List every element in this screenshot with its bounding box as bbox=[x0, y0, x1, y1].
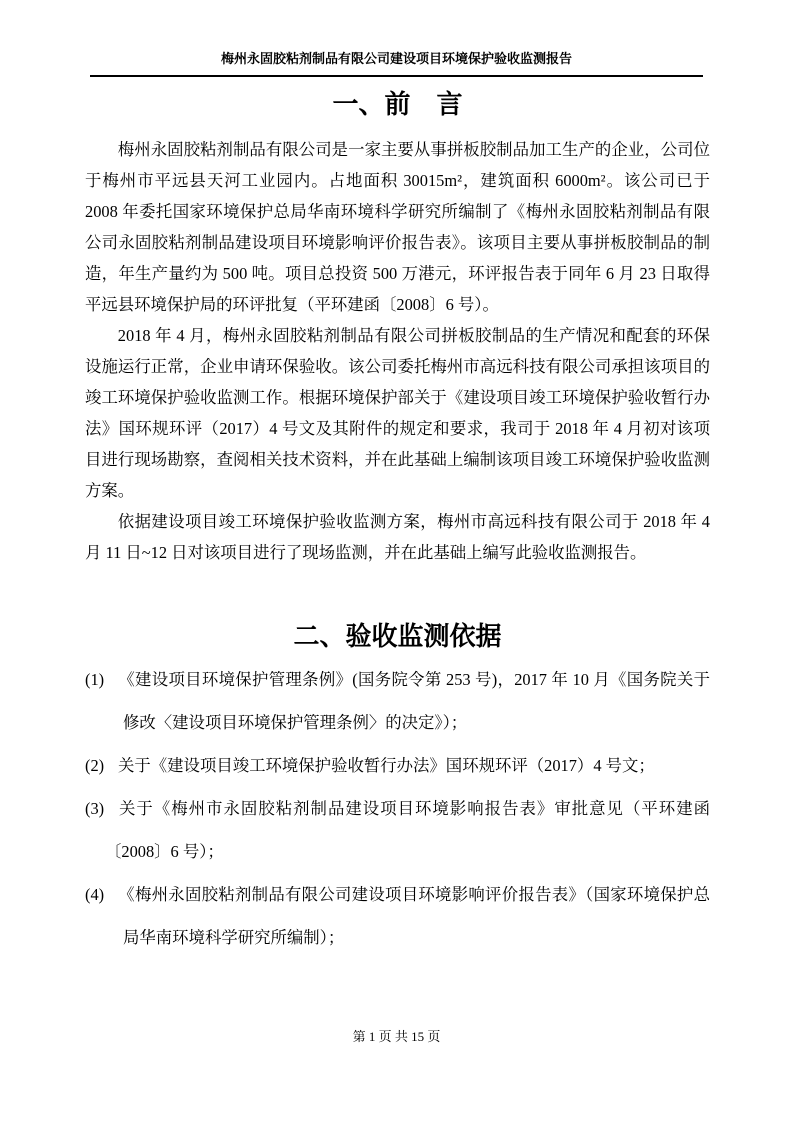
section1-title: 一、前 言 bbox=[332, 89, 463, 119]
reference-item-2-text: 关于《建设项目竣工环境保护验收暂行办法》国环规环评（2017）4 号文； bbox=[118, 756, 655, 775]
reference-item-4-number: (4) bbox=[85, 885, 105, 904]
reference-item-1-text: 《建设项目环境保护管理条例》(国务院令第 253 号)，2017 年 10 月《国务院关于修改〈建设项目环境保护管理条例〉的决定》）； bbox=[118, 670, 710, 732]
reference-item-3 bbox=[85, 787, 710, 873]
section1-paragraph-1: 梅州永固胶粘剂制品有限公司是一家主要从事拼板胶制品加工生产的企业，公司位于梅州市平远县天河工业园内。占地面积 30015m²，建筑面积 6000m²。该公司已于 2008 年委托国家环境保护总局华南环境科学研究所编制了《梅州永固胶粘剂制品有限公司永固胶粘剂制品建设项目环境影响评价报告表》。该项目主要从事拼板胶制品的制造，年生产量约为 500 吨。项目总投资 500 万港元，环评报告表于同年 6 月 23 日取得平远县环境保护局的环评批复（平环建函〔2008〕6 号）。 bbox=[85, 140, 710, 314]
reference-item-1 bbox=[85, 658, 710, 744]
reference-item-1-number: (1) bbox=[85, 670, 105, 689]
reference-item-2-number: (2) bbox=[85, 756, 105, 775]
page-number: 第 1 页 共 15 页 bbox=[352, 1029, 441, 1044]
header-title: 梅州永固胶粘剂制品有限公司建设项目环境保护验收监测报告 bbox=[220, 51, 572, 66]
reference-item-3-number: (3) bbox=[85, 799, 105, 818]
section1-paragraph-3: 依据建设项目竣工环境保护验收监测方案，梅州市高远科技有限公司于 2018 年 4 月 11 日~12 日对该项目进行了现场监测，并在此基础上编写此验收监测报告。 bbox=[85, 512, 710, 562]
page-footer bbox=[0, 1028, 793, 1046]
section2-title: 二、验收监测依据 bbox=[293, 621, 502, 651]
section1-paragraph-2: 2018 年 4 月，梅州永固胶粘剂制品有限公司拼板胶制品的生产情况和配套的环保设施运行正常，企业申请环保验收。该公司委托梅州市高远科技有限公司承担该项目的竣工环境保护验收监测工作。根据环境保护部关于《建设项目竣工环境保护验收暂行办法》国环规环评（2017）4 号文及其附件的规定和要求，我司于 2018 年 4 月初对该项目进行现场勘察，查阅相关技术资料，并在此基础上编制该项目竣工环境保护验收监测方案。 bbox=[85, 326, 710, 500]
reference-list bbox=[85, 658, 710, 959]
reference-item-2 bbox=[85, 744, 710, 787]
document-content bbox=[85, 86, 710, 959]
page-header bbox=[90, 50, 703, 77]
reference-item-3-text: 关于《梅州市永固胶粘剂制品建设项目环境影响报告表》审批意见（平环建函〔2008〕6 号）； bbox=[105, 799, 710, 861]
reference-item-4-text: 《梅州永固胶粘剂制品有限公司建设项目环境影响评价报告表》（国家环境保护总局华南环境科学研究所编制）； bbox=[118, 885, 710, 947]
reference-item-4 bbox=[85, 873, 710, 959]
